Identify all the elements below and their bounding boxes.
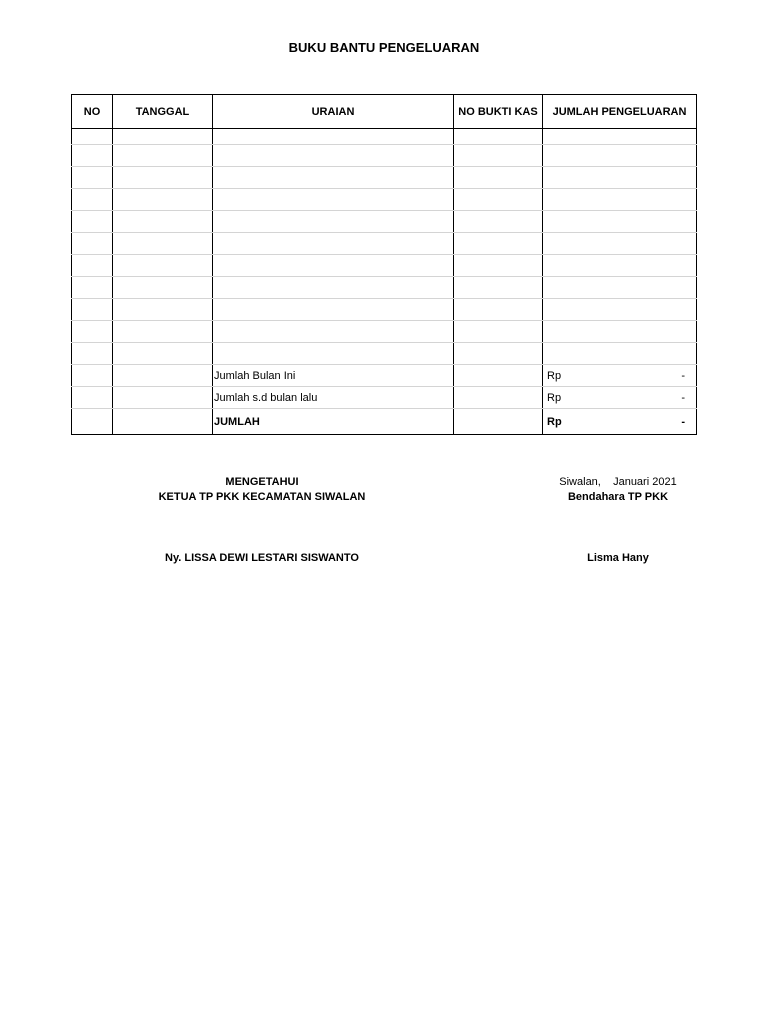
table-cell bbox=[72, 343, 113, 365]
table-cell bbox=[213, 343, 454, 365]
total-label: JUMLAH bbox=[213, 409, 454, 435]
expense-ledger-table bbox=[71, 94, 697, 435]
summary-label: Jumlah s.d bulan lalu bbox=[213, 387, 454, 409]
table-cell bbox=[213, 167, 454, 189]
document-title: BUKU BANTU PENGELUARAN bbox=[288, 40, 480, 55]
header-tanggal: TANGGAL bbox=[113, 95, 213, 129]
summary-row-previous-month bbox=[72, 387, 697, 409]
amount-value: - bbox=[681, 391, 685, 404]
table-cell bbox=[213, 129, 454, 145]
table-cell bbox=[213, 189, 454, 211]
table-cell bbox=[113, 343, 213, 365]
table-cell bbox=[113, 255, 213, 277]
table-cell bbox=[113, 387, 213, 409]
table-cell bbox=[113, 189, 213, 211]
table-row bbox=[72, 277, 697, 299]
table-row bbox=[72, 299, 697, 321]
header-no-bukti-kas: NO BUKTI KAS bbox=[454, 95, 543, 129]
table-cell bbox=[213, 277, 454, 299]
approver-name: Ny. LISSA DEWI LESTARI SISWANTO bbox=[165, 552, 359, 564]
table-cell bbox=[543, 233, 697, 255]
table-cell bbox=[113, 409, 213, 435]
table-cell bbox=[113, 167, 213, 189]
currency-label: Rp bbox=[547, 391, 562, 404]
total-amount-cell bbox=[543, 409, 697, 435]
approval-heading: MENGETAHUI bbox=[225, 476, 299, 488]
table-cell bbox=[113, 321, 213, 343]
table-row bbox=[72, 233, 697, 255]
approver-role: KETUA TP PKK KECAMATAN SIWALAN bbox=[158, 491, 366, 503]
header-jumlah-pengeluaran: JUMLAH PENGELUARAN bbox=[543, 95, 697, 129]
table-row bbox=[72, 189, 697, 211]
currency-label: Rp bbox=[547, 415, 562, 428]
table-row bbox=[72, 167, 697, 189]
table-cell bbox=[113, 277, 213, 299]
table-cell bbox=[454, 145, 543, 167]
summary-amount-cell bbox=[543, 387, 697, 409]
table-cell bbox=[213, 211, 454, 233]
table-cell bbox=[454, 233, 543, 255]
table-cell bbox=[72, 387, 113, 409]
table-row bbox=[72, 255, 697, 277]
table-cell bbox=[113, 299, 213, 321]
header-no: NO bbox=[72, 95, 113, 129]
table-cell bbox=[454, 299, 543, 321]
table-cell bbox=[113, 211, 213, 233]
currency-label: Rp bbox=[547, 369, 562, 382]
table-header-row bbox=[72, 95, 697, 129]
table-cell bbox=[543, 321, 697, 343]
table-cell bbox=[113, 129, 213, 145]
table-cell bbox=[72, 189, 113, 211]
table-cell bbox=[454, 321, 543, 343]
table-spacer-row bbox=[72, 129, 697, 145]
table-cell bbox=[113, 233, 213, 255]
table-cell bbox=[213, 233, 454, 255]
table-cell bbox=[72, 409, 113, 435]
treasurer-role: Bendahara TP PKK bbox=[567, 491, 669, 503]
table-row bbox=[72, 211, 697, 233]
treasurer-name: Lisma Hany bbox=[587, 552, 649, 564]
table-row bbox=[72, 343, 697, 365]
table-cell bbox=[72, 321, 113, 343]
place-date: Siwalan, Januari 2021 bbox=[559, 476, 677, 488]
table-cell bbox=[454, 365, 543, 387]
amount-value: - bbox=[681, 415, 685, 428]
table-cell bbox=[454, 343, 543, 365]
header-uraian: URAIAN bbox=[213, 95, 454, 129]
table-row bbox=[72, 145, 697, 167]
table-cell bbox=[454, 167, 543, 189]
table-cell bbox=[543, 343, 697, 365]
table-cell bbox=[72, 167, 113, 189]
table-cell bbox=[213, 299, 454, 321]
amount-value: - bbox=[681, 369, 685, 382]
table-row bbox=[72, 321, 697, 343]
table-cell bbox=[72, 255, 113, 277]
table-cell bbox=[72, 277, 113, 299]
table-cell bbox=[72, 365, 113, 387]
table-cell bbox=[72, 145, 113, 167]
total-row bbox=[72, 409, 697, 435]
table-cell bbox=[113, 365, 213, 387]
table-cell bbox=[72, 299, 113, 321]
summary-label: Jumlah Bulan Ini bbox=[213, 365, 454, 387]
table-cell bbox=[213, 255, 454, 277]
table-cell bbox=[454, 409, 543, 435]
table-cell bbox=[543, 129, 697, 145]
table-cell bbox=[454, 211, 543, 233]
table-cell bbox=[213, 145, 454, 167]
table-cell bbox=[543, 299, 697, 321]
table-cell bbox=[213, 321, 454, 343]
table-cell bbox=[543, 277, 697, 299]
table-cell bbox=[543, 211, 697, 233]
summary-row-current-month bbox=[72, 365, 697, 387]
summary-amount-cell bbox=[543, 365, 697, 387]
table-cell bbox=[113, 145, 213, 167]
table-cell bbox=[72, 233, 113, 255]
table-cell bbox=[454, 129, 543, 145]
table-cell bbox=[454, 255, 543, 277]
table-cell bbox=[543, 189, 697, 211]
table-cell bbox=[543, 255, 697, 277]
table-cell bbox=[72, 211, 113, 233]
table-cell bbox=[454, 277, 543, 299]
table-cell bbox=[72, 129, 113, 145]
table-cell bbox=[454, 189, 543, 211]
table-cell bbox=[543, 167, 697, 189]
table-cell bbox=[543, 145, 697, 167]
table-cell bbox=[454, 387, 543, 409]
